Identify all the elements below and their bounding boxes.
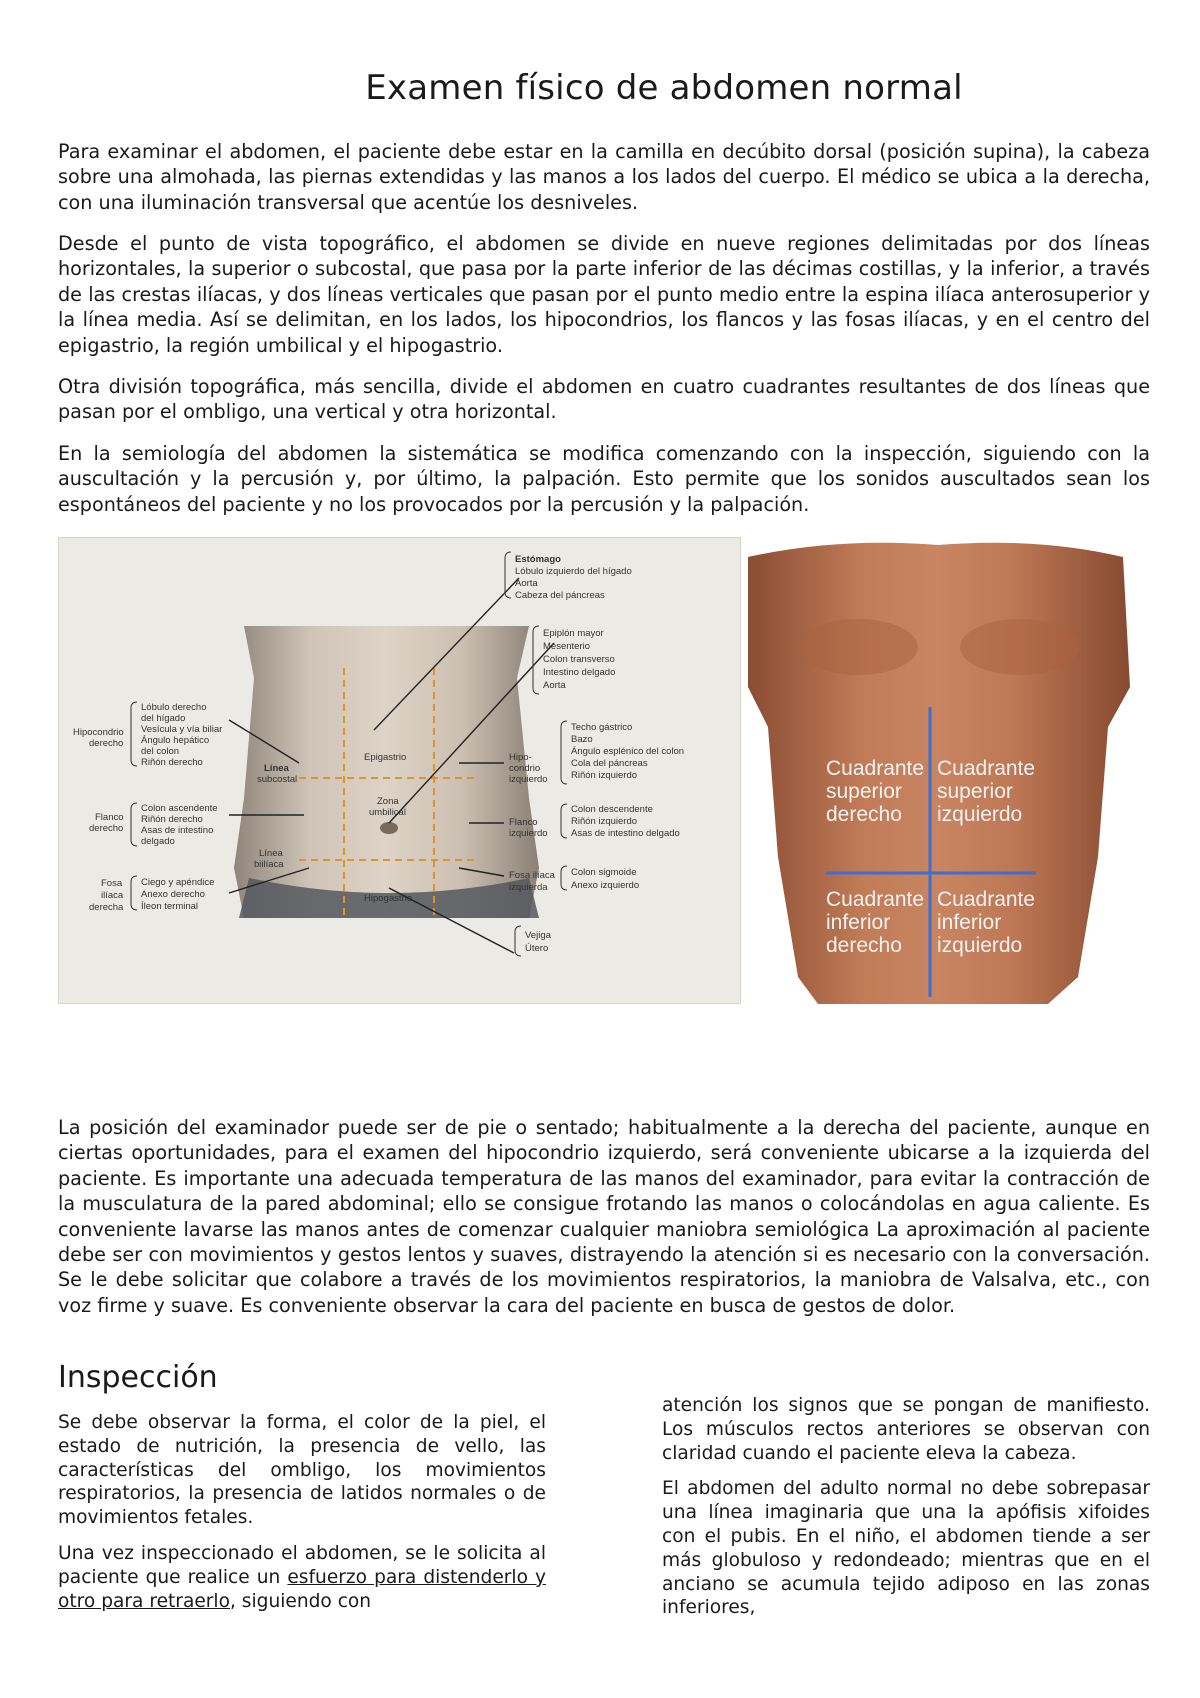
label-linea-subcostal-1: Línea (264, 763, 289, 774)
organ-item: Estómago (515, 554, 561, 565)
inspection-paragraph-2 (58, 1542, 546, 1613)
right-list-flanco (571, 804, 680, 839)
label-flanco-izq-1: Flanco (509, 817, 538, 828)
organ-item: Íleon terminal (141, 901, 199, 912)
organ-item: Intestino delgado (543, 667, 616, 678)
region-epigastrio: Epigastrio (364, 752, 407, 763)
organ-item: Lóbulo izquierdo del hígado (515, 566, 632, 577)
organ-item: Cabeza del páncreas (515, 590, 605, 601)
organ-item: Techo gástrico (571, 722, 633, 733)
left-list-fosa (141, 877, 214, 912)
quadrant-label: Cuadrante (937, 757, 1036, 780)
inspection-paragraph-1: Se debe observar la forma, el color de la piel, el estado de nutrición, la presencia de vello, las características del ombligo, los movimientos respiratorios, la presencia de latidos normales o de movimientos fetales. (58, 1412, 546, 1529)
label-linea-biliaca-2: biilíaca (254, 859, 284, 870)
organ-item: Asas de intestino delgado (571, 828, 680, 839)
organ-item: Mesenterio (543, 641, 590, 652)
organ-item: Epiplón mayor (543, 628, 604, 639)
quadrant-label: izquierdo (937, 934, 1023, 957)
organ-item: Vejiga (525, 930, 551, 941)
pectoral-left (798, 619, 918, 675)
label-flanco-der-1: Flanco (95, 812, 124, 823)
right-list-umbilical (543, 628, 615, 691)
label-flanco-der-2: derecho (89, 823, 124, 834)
label-linea-subcostal-2: subcostal (257, 774, 298, 785)
right-list-bottom (525, 930, 552, 954)
organ-item: Aorta (543, 680, 566, 691)
right-list-hipocondrio (571, 722, 684, 781)
quadrant-label: derecho (826, 803, 902, 826)
label-fosa-der-1: Fosa (101, 878, 123, 889)
pectoral-right (960, 619, 1080, 675)
organ-item: Útero (525, 943, 549, 954)
quadrant-label: izquierdo (937, 803, 1023, 826)
navel (380, 822, 398, 834)
organ-item: Ciego y apéndice (141, 877, 215, 888)
left-braces (131, 702, 137, 910)
label-fosa-der-2: ilíaca (101, 890, 124, 901)
paragraph-quadrants: Otra división topográfica, más sencilla, divide el abdomen en cuatro cuadrantes resultantes de dos líneas que pasan por el ombligo, una vertical y otra horizontal. (58, 375, 1150, 424)
quadrant-label: inferior (826, 911, 891, 934)
organ-item: Cola del páncreas (571, 758, 648, 769)
paragraph-semiology: En la semiología del abdomen la sistemática se modifica comenzando con la inspección, siguiendo con la auscultación y la percusión y, por último, la palpación. Esto permite que los sonidos auscultados sean los espontáneos del paciente y no los provocados por la percusión y la palpación. (58, 442, 1150, 516)
paragraph-examiner: La posición del examinador puede ser de pie o sentado; habitualmente a la derecha del paciente, aunque en ciertas oportunidades, para el examen del hipocondrio izquierdo, será conveniente ubicarse a la izquierda del paciente. Es importante una adecuada temperatura de las manos del examinador, para evitar la contracción de la musculatura de la pared abdominal; ello se consigue frotando las manos o colocándolas en agua caliente. Es conveniente lavarse las manos antes de comenzar cualquier maniobra semiológica La aproximación al paciente debe ser con movimientos y gestos lentos y suaves, distrayendo la atención si es necesario con la conversación. Se le debe solicitar que colabore a través de los movimientos respiratorios, la maniobra de Valsalva, etc., con voz firme y suave. Es conveniente observar la cara del paciente en busca de gestos de dolor. (58, 1116, 1150, 1317)
region-hipogastrio: Hipogastrio (364, 893, 413, 904)
column-right (662, 1394, 1150, 1632)
label-hipocondrio-izq-2: condrio (509, 763, 541, 774)
organ-item: Aorta (515, 578, 538, 589)
organ-item: Colon descendente (571, 804, 653, 815)
inspection-paragraph-3: atención los signos que se pongan de manifiesto. Los músculos rectos anteriores se observan con claridad cuando el paciente eleva la cabeza. (662, 1395, 1150, 1464)
organ-item: del hígado (141, 713, 186, 724)
region-zona: Zona (377, 796, 399, 807)
organ-item: Anexo derecho (141, 889, 205, 900)
nine-regions-diagram (59, 538, 741, 1004)
organ-item: Riñón izquierdo (571, 770, 638, 781)
label-fosa-izq-2: izquierda (509, 882, 548, 893)
organ-item: Bazo (571, 734, 593, 745)
organ-item: Riñón derecho (141, 757, 203, 768)
inspection-paragraph-4: El abdomen del adulto normal no debe sobrepasar una línea imaginaria que una la apófisis xifoides con el pubis. En el niño, el abdomen tiende a ser más globuloso y redondeado; mientras que en el anciano se acumula tejido adiposo en las zonas inferiores, (662, 1478, 1150, 1619)
organ-item: Colon sigmoide (571, 867, 637, 878)
inspection-link-esfuerzo[interactable]: esfuerzo para distenderlo y otro para retraerlo (58, 1566, 546, 1612)
organ-item: Colon transverso (543, 654, 615, 665)
column-left (58, 1411, 546, 1625)
organ-item: Riñón izquierdo (571, 816, 638, 827)
right-list-fosa (571, 867, 639, 891)
quadrant-label: inferior (937, 911, 1002, 934)
label-hipocondrio-der-2: derecho (89, 738, 124, 749)
paragraph-intro: Para examinar el abdomen, el paciente debe estar en la camilla en decúbito dorsal (posición supina), la cabeza sobre una almohada, las piernas extendidas y las manos a los lados del cuerpo. El médico se ubica a la derecha, con una iluminación transversal que acentúe los desniveles. (58, 140, 1150, 214)
quadrant-label: Cuadrante (826, 888, 925, 911)
quadrant-label: Cuadrante (826, 757, 925, 780)
organ-item: Asas de intestino (141, 825, 214, 836)
organ-item: Anexo izquierdo (571, 880, 640, 891)
region-umbilical: umbilical (369, 807, 406, 818)
organ-item: Colon ascendente (141, 803, 218, 814)
figure-four-quadrants (748, 537, 1130, 1004)
organ-item: Ángulo esplénico del colon (571, 746, 685, 757)
organ-item: Ángulo hepático (141, 735, 210, 746)
label-hipocondrio-der-1: Hipocondrio (73, 727, 124, 738)
quadrant-label: derecho (826, 934, 902, 957)
organ-item: delgado (141, 836, 175, 847)
label-hipocondrio-izq-3: izquierdo (509, 774, 548, 785)
organ-item: Lóbulo derecho (141, 702, 207, 713)
inspection-text-start: Una vez inspeccionado el abdomen, se le solicita al paciente que realice un (58, 1542, 546, 1588)
label-fosa-izq-1: Fosa ilíaca (509, 870, 555, 881)
quadrant-label: Cuadrante (937, 888, 1036, 911)
left-list-flanco (141, 803, 218, 847)
inspection-text-end: , siguiendo con (229, 1590, 372, 1612)
label-linea-biliaca-1: Línea (259, 848, 283, 859)
label-fosa-der-3: derecha (89, 902, 124, 913)
label-hipocondrio-izq-1: Hipo- (509, 752, 532, 763)
quadrants-diagram (748, 537, 1130, 1004)
right-list-top (515, 554, 632, 601)
paragraph-topography: Desde el punto de vista topográfico, el abdomen se divide en nueve regiones delimitadas por dos líneas horizontales, la superior o subcostal, que pasa por la parte inferior de las décimas costillas, y la inferior, a través de las crestas ilíacas, y dos líneas verticales que pasan por el punto medio entre la espina ilíaca anterosuperior y la línea media. Así se delimitan, en los lados, los hipocondrios, los flancos y las fosas ilíacas, y en el centro del epigastrio, la región umbilical y el hipogastrio. (58, 232, 1150, 357)
left-list-hipocondrio (141, 702, 222, 768)
organ-item: Riñón derecho (141, 814, 203, 825)
organ-item: del colon (141, 746, 180, 757)
label-flanco-izq-2: izquierdo (509, 828, 548, 839)
section-heading-inspeccion: Inspección (58, 1360, 218, 1395)
quadrant-label: superior (826, 780, 902, 803)
organ-item: Vesícula y vía biliar (141, 724, 223, 735)
quadrant-label: superior (937, 780, 1013, 803)
page-title: Examen físico de abdomen normal (365, 68, 963, 108)
figure-nine-regions (58, 537, 741, 1004)
